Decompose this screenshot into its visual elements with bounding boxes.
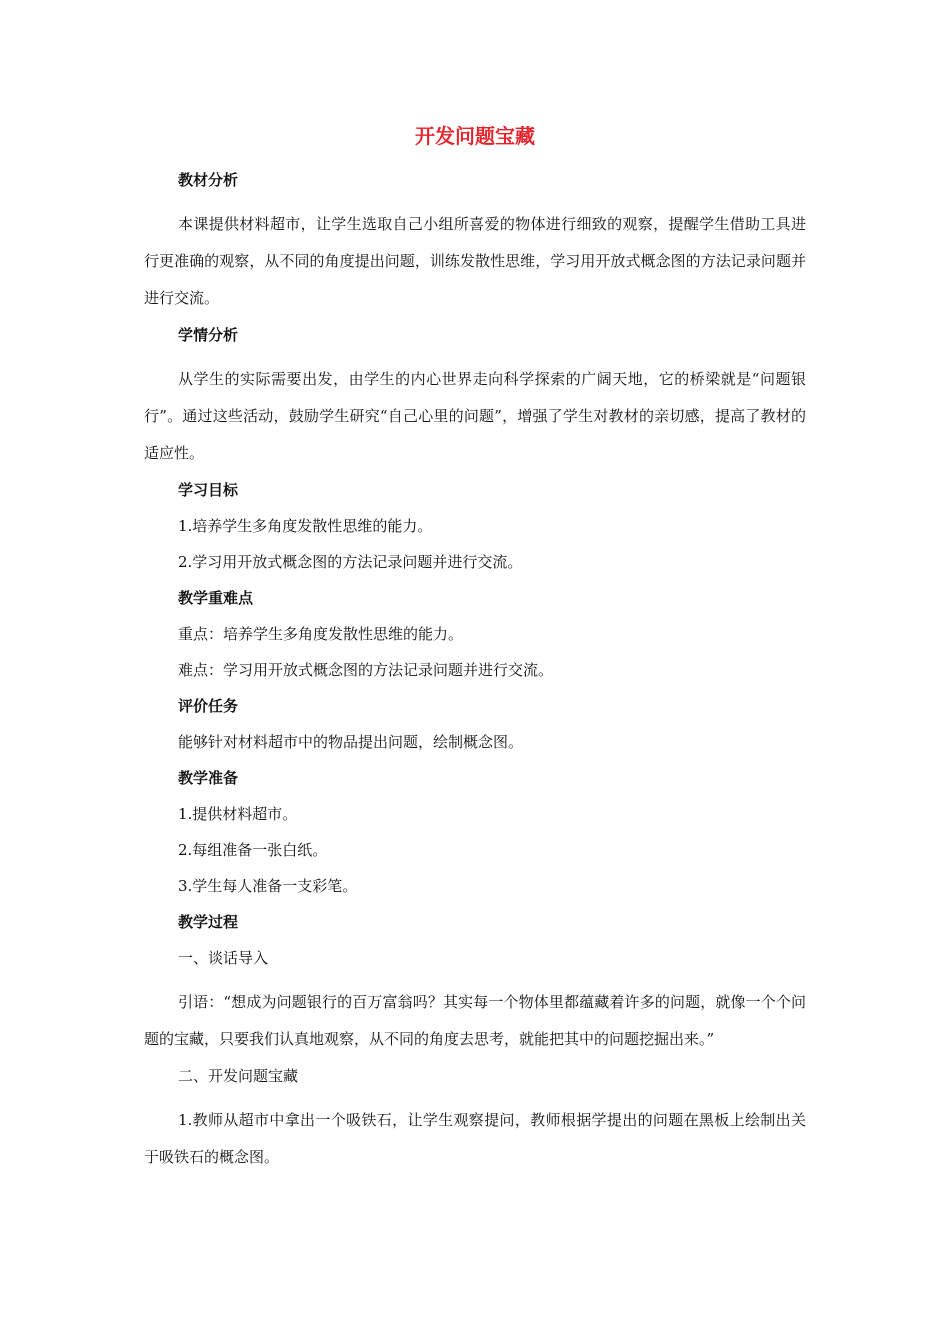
process-step-2-text: 1.教师从超市中拿出一个吸铁石，让学生观察提问，教师根据学提出的问题在黑板上绘制出关于吸铁石的概念图。 [144, 1111, 806, 1166]
process-step-2-title: 二、开发问题宝藏 [178, 1067, 299, 1085]
students-paragraph: 从学生的实际需要出发，由学生的内心世界走向科学探索的广阔天地，它的桥梁就是“问题银行”。通过这些活动，鼓励学生研究“自己心里的问题”，增强了学生对教材的亲切感，提高了教材的适应性。 [144, 370, 806, 462]
document-title: 开发问题宝藏 [415, 124, 535, 148]
section-heading-key-points: 教学重难点 [178, 589, 254, 607]
preparation-item: 3.学生每人准备一支彩笔。 [178, 877, 358, 895]
section-heading-goals: 学习目标 [178, 481, 239, 499]
section-heading-process: 教学过程 [178, 913, 239, 931]
section-heading-analysis: 教材分析 [178, 171, 239, 189]
process-step-1-title: 一、谈话导入 [178, 949, 269, 967]
goal-item: 1.培养学生多角度发散性思维的能力。 [178, 517, 433, 535]
section-heading-preparation: 教学准备 [178, 769, 239, 787]
key-point-difficulty: 难点：学习用开放式概念图的方法记录问题并进行交流。 [178, 661, 554, 679]
section-heading-assessment: 评价任务 [178, 697, 239, 715]
document-page [144, 120, 806, 1184]
process-step-1-text: 引语：“想成为问题银行的百万富翁吗？其实每一个物体里都蕴藏着许多的问题，就像一个个问题的宝藏，只要我们认真地观察，从不同的角度去思考，就能把其中的问题挖掘出来。” [144, 993, 806, 1048]
key-point-focus: 重点：培养学生多角度发散性思维的能力。 [178, 625, 464, 643]
preparation-item: 2.每组准备一张白纸。 [178, 841, 328, 859]
assessment-text: 能够针对材料超市中的物品提出问题，绘制概念图。 [178, 733, 524, 751]
analysis-paragraph: 本课提供材料超市，让学生选取自己小组所喜爱的物体进行细致的观察，提醒学生借助工具进行更准确的观察，从不同的角度提出问题，训练发散性思维，学习用开放式概念图的方法记录问题并进行交流。 [144, 215, 806, 307]
goal-item: 2.学习用开放式概念图的方法记录问题并进行交流。 [178, 553, 523, 571]
preparation-item: 1.提供材料超市。 [178, 805, 298, 823]
section-heading-students: 学情分析 [178, 326, 239, 344]
